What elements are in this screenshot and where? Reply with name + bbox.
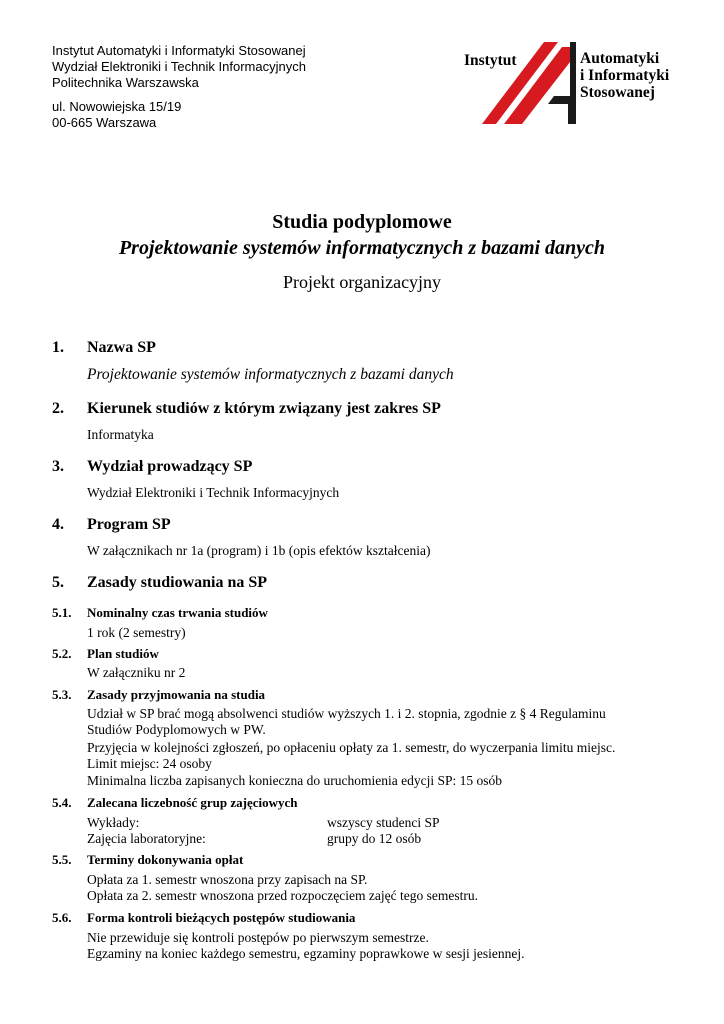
group-size-label: Wykłady:	[87, 815, 140, 830]
subsection-line: Egzaminy na koniec każdego semestru, egzaminy poprawkowe w sesji jesiennej.	[87, 946, 525, 961]
subsection-number: 5.4.	[52, 795, 72, 810]
subsection-title: Forma kontroli bieżących postępów studiowania	[87, 910, 356, 925]
subsection-title: Zalecana liczebność grup zajęciowych	[87, 795, 298, 810]
subsection-title: Zasady przyjmowania na studia	[87, 687, 266, 702]
subsection-number: 5.3.	[52, 687, 72, 702]
subsection-line: Minimalna liczba zapisanych konieczna do uruchomienia edycji SP: 15 osób	[87, 773, 503, 788]
doc-title: Studia podyplomowe	[272, 211, 452, 233]
doc-kind: Projekt organizacyjny	[282, 272, 442, 292]
subsection-line: Nie przewiduje się kontroli postępów po pierwszym semestrze.	[87, 930, 429, 945]
doc-subtitle: Projektowanie systemów informatycznych z bazami danych	[118, 237, 606, 259]
section-title: Program SP	[87, 516, 171, 533]
subsection-title: Plan studiów	[87, 646, 159, 661]
section-title: Zasady studiowania na SP	[87, 574, 268, 591]
university-name: Politechnika Warszawska	[52, 75, 199, 90]
subsection-line: 1 rok (2 semestry)	[87, 625, 186, 640]
section-body: Wydział Elektroniki i Technik Informacyjnych	[87, 485, 340, 500]
subsection-line: W załączniku nr 2	[87, 665, 186, 680]
logo-word-stosowanej: Stosowanej	[580, 84, 655, 101]
subsection-line: Udział w SP brać mogą absolwenci studiów wyższych 1. i 2. stopnia, zgodnie z § 4 Regulaminu	[87, 706, 606, 721]
section-body: Informatyka	[87, 427, 154, 442]
section-body: W załącznikach nr 1a (program) i 1b (opis efektów kształcenia)	[87, 543, 431, 558]
section-number: 2.	[52, 400, 64, 417]
section-number: 4.	[52, 516, 64, 533]
subsection-title: Terminy dokonywania opłat	[87, 852, 244, 867]
section-title: Wydział prowadzący SP	[87, 458, 253, 475]
subsection-line: Studiów Podyplomowych w PW.	[87, 722, 266, 737]
institute-name: Instytut Automatyki i Informatyki Stosowanej	[52, 43, 306, 58]
section-body: Projektowanie systemów informatycznych z bazami danych	[87, 366, 454, 383]
faculty-name: Wydział Elektroniki i Technik Informacyjnych	[52, 59, 306, 74]
logo-word-instytut: Instytut	[464, 52, 517, 69]
subsection-number: 5.5.	[52, 852, 72, 867]
street-address: ul. Nowowiejska 15/19	[52, 99, 182, 114]
section-number: 3.	[52, 458, 64, 475]
section-title: Kierunek studiów z którym związany jest zakres SP	[87, 400, 441, 417]
subsection-line: Przyjęcia w kolejności zgłoszeń, po opłaceniu opłaty za 1. semestr, do wyczerpania limitu miejsc.	[87, 740, 616, 755]
subsection-number: 5.6.	[52, 910, 72, 925]
subsection-line: Limit miejsc: 24 osoby	[87, 756, 212, 771]
subsection-title: Nominalny czas trwania studiów	[87, 605, 268, 620]
institute-logo	[462, 42, 682, 124]
group-size-value: grupy do 12 osób	[327, 831, 422, 846]
group-size-label: Zajęcia laboratoryjne:	[87, 831, 206, 846]
section-number: 5.	[52, 574, 64, 591]
section-title: Nazwa SP	[87, 339, 156, 356]
group-size-value: wszyscy studenci SP	[327, 815, 440, 830]
city-address: 00-665 Warszawa	[52, 115, 157, 130]
subsection-number: 5.1.	[52, 605, 72, 620]
subsection-number: 5.2.	[52, 646, 72, 661]
section-number: 1.	[52, 339, 64, 356]
logo-word-automatyki: Automatyki	[580, 50, 660, 67]
subsection-line: Opłata za 1. semestr wnoszona przy zapisach na SP.	[87, 872, 368, 887]
logo-word-informatyki: i Informatyki	[580, 67, 670, 84]
subsection-line: Opłata za 2. semestr wnoszona przed rozpoczęciem zajęć tego semestru.	[87, 888, 478, 903]
